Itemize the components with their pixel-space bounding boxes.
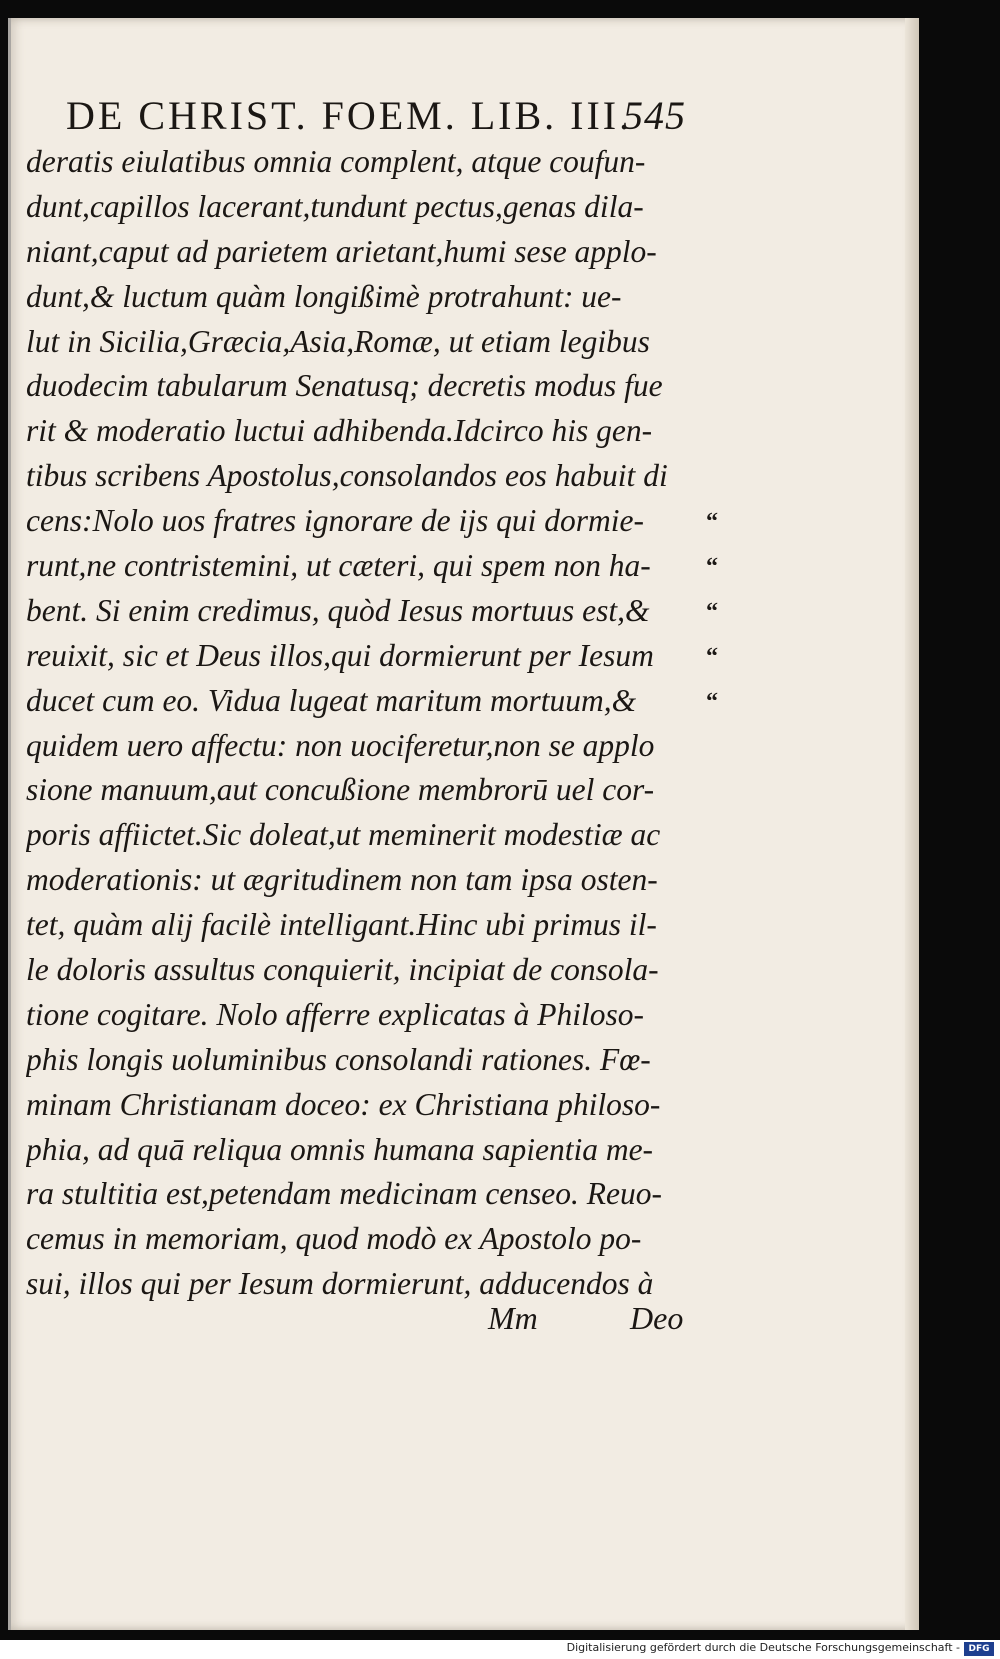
text-line: bent. Si enim credimus, quòd Iesus mortuus est,&	[26, 592, 650, 628]
text-line: runt,ne contristemini, ut cæteri, qui spem non ha-	[26, 548, 651, 584]
text-line: poris affiictet.Sic doleat,ut meminerit modestiæ ac	[26, 817, 661, 853]
page-edge	[905, 18, 919, 1630]
text-line: phia, ad quā reliqua omnis humana sapientia me-	[26, 1131, 654, 1167]
running-header	[66, 92, 686, 139]
text-line: niant,caput ad parietem arietant,humi sese applo-	[26, 233, 657, 269]
text-line: dunt,& luctum quàm longißimè protrahunt: ue-	[26, 278, 622, 314]
text-line: deratis eiulatibus omnia complent, atque coufun-	[26, 144, 646, 179]
page-number: 545	[623, 93, 686, 138]
funding-credit: Digitalisierung gefördert durch die Deutsche Forschungsgemeinschaft -	[566, 1641, 960, 1654]
text-line: moderationis: ut ægritudinem non tam ipsa osten-	[26, 862, 658, 898]
text-line: quidem uero affectu: non uociferetur,non se applo	[26, 727, 655, 763]
text-line: rit & moderatio luctui adhibenda.Idcirco his gen-	[26, 413, 653, 449]
running-title: DE CHRIST. FOEM. LIB. III.	[66, 93, 633, 138]
text-line: cens:Nolo uos fratres ignorare de ijs qui dormie-	[26, 503, 645, 539]
text-line: sione manuum,aut concußione membrorū uel cor-	[26, 772, 655, 808]
text-line: sui, illos qui per Iesum dormierunt, adducendos à	[26, 1266, 654, 1302]
text-line: ducet cum eo. Vidua lugeat maritum mortuum,&	[26, 682, 637, 718]
text-line: dunt,capillos lacerant,tundunt pectus,genas dila-	[26, 188, 644, 224]
text-line: reuixit, sic et Deus illos,qui dormierunt per Iesum	[26, 637, 654, 673]
dfg-logo: DFG	[964, 1642, 994, 1656]
text-line: tione cogitare. Nolo afferre explicatas à Philoso-	[26, 996, 644, 1032]
text-line: duodecim tabularum Senatusq; decretis modus fue	[26, 368, 663, 404]
quote-mark: “	[706, 643, 718, 670]
marginal-quote-marks	[706, 500, 736, 724]
quote-mark: “	[706, 598, 718, 625]
catchword: Deo	[630, 1300, 684, 1336]
text-line: le doloris assultus conquierit, incipiat de consola-	[26, 952, 659, 988]
body-text	[26, 140, 686, 1307]
quote-mark: “	[706, 688, 718, 715]
text-line: tibus scribens Apostolus,consolandos eos habuit di	[26, 458, 668, 494]
text-line: minam Christianam doceo: ex Christiana philoso-	[26, 1086, 661, 1122]
text-line: phis longis uoluminibus consolandi rationes. Fœ-	[26, 1041, 651, 1077]
text-line: cemus in memoriam, quod modò ex Apostolo po-	[26, 1221, 642, 1257]
quote-mark: “	[706, 553, 718, 580]
text-line: tet, quàm alij facilè intelligant.Hinc ubi primus il-	[26, 907, 657, 943]
quote-mark: “	[706, 509, 718, 535]
signature-mark: Mm	[488, 1300, 538, 1336]
text-line: ra stultitia est,petendam medicinam censeo. Reuo-	[26, 1176, 662, 1212]
text-line: lut in Sicilia,Græcia,Asia,Romæ, ut etiam legibus	[26, 323, 650, 359]
